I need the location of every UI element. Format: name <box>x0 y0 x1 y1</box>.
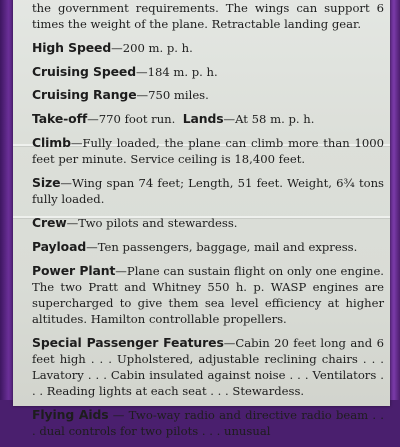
intro-paragraph <box>32 0 384 32</box>
entry-flying-aids <box>32 407 384 439</box>
entry-power-plant <box>32 263 384 327</box>
entry-text: —Ten passengers, baggage, mail and express. <box>86 240 358 255</box>
entry-text: —Fully loaded, the plane can climb more than 1000 feet per minute. Service ceiling is 18,400 feet. <box>32 136 384 167</box>
entry-text: —770 foot run. <box>87 112 176 127</box>
entry-text: —Cabin 20 feet long and 6 feet high . . . Upholstered, adjustable reclining chairs . . . Lavatory . . . Cabin insulated against noise . . . Ventilators . . . Reading lights at each seat . . . Stewardess. <box>32 336 384 399</box>
entry-label: Crew <box>32 215 67 231</box>
brochure-page <box>13 0 390 439</box>
entry-label: High Speed <box>32 39 112 55</box>
entry-text: —Wing span 74 feet; Length, 51 feet. Weight, 6¾ tons fully loaded. <box>32 176 384 207</box>
entry-label: Size <box>32 175 61 191</box>
entry-label: Lands <box>182 111 224 127</box>
entry-payload <box>32 239 384 255</box>
entry-text: — Two-way radio and directive radio beam . . . dual controls for two pilots . . . unusual <box>32 408 384 439</box>
entry-size <box>32 175 384 207</box>
entry-label: Payload <box>32 239 87 255</box>
entry-text: —At 58 m. p. h. <box>223 112 315 127</box>
purple-cover-left-edge <box>0 0 14 400</box>
entry-text: —750 miles. <box>136 88 209 103</box>
entry-label: Power Plant <box>32 263 116 278</box>
entry-label: Special Passenger Features <box>32 335 224 351</box>
entry-special-passenger-features <box>32 335 384 399</box>
entry-label: Cruising Range <box>32 87 137 103</box>
entry-climb <box>32 135 384 167</box>
intro-text: the government requirements. The wings can support 6 times the weight of the plane. Retractable landing gear. <box>32 1 384 32</box>
entry-take-off-lands <box>32 111 384 127</box>
entry-label: Climb <box>32 135 71 151</box>
entry-text: —184 m. p. h. <box>135 64 218 79</box>
entry-text: —200 m. p. h. <box>111 40 193 55</box>
entry-label: Take-off <box>32 111 88 127</box>
entry-high-speed <box>32 40 384 56</box>
entry-cruising-speed <box>32 64 384 80</box>
specifications-text <box>32 0 384 447</box>
entry-label: Flying Aids <box>32 407 109 423</box>
entry-text: —Plane can sustain flight on only one engine. The two Pratt and Whitney 550 h. p. WASP engines are supercharged to give them sea level efficiency at higher altitudes. Hamilton controllable propellers. <box>32 264 384 327</box>
entry-text: —Two pilots and stewardess. <box>66 216 238 231</box>
entry-cruising-range <box>32 87 384 103</box>
entry-label: Cruising Speed <box>32 63 136 79</box>
entry-crew <box>32 215 384 231</box>
